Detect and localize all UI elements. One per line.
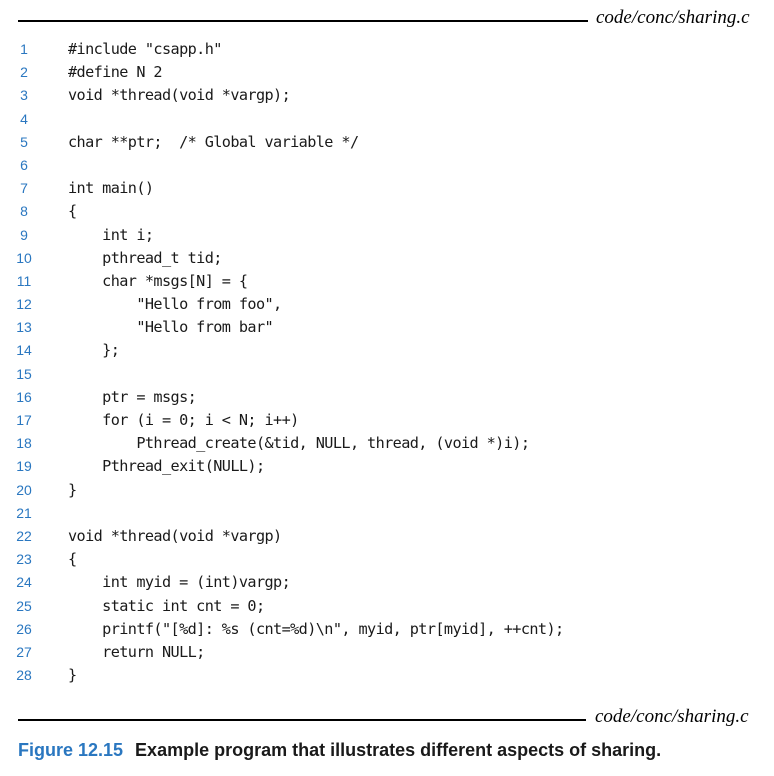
line-number: 19 xyxy=(16,458,32,475)
code-text: char *msgs[N] = { xyxy=(68,271,248,290)
code-line xyxy=(0,409,774,432)
code-text: static int cnt = 0; xyxy=(68,596,265,615)
line-number: 4 xyxy=(20,110,28,127)
code-text: int main() xyxy=(68,179,154,198)
line-number: 8 xyxy=(20,203,28,220)
code-line xyxy=(0,595,774,618)
code-text: char **ptr; /* Global variable */ xyxy=(68,132,359,151)
code-line xyxy=(0,38,774,61)
code-line xyxy=(0,154,774,177)
code-line xyxy=(0,293,774,316)
line-number: 2 xyxy=(20,64,28,81)
code-line xyxy=(0,108,774,131)
line-number: 22 xyxy=(16,527,32,544)
code-text: { xyxy=(68,202,77,221)
code-text: Pthread_create(&tid, NULL, thread, (void *)i); xyxy=(68,434,530,453)
code-line xyxy=(0,316,774,339)
code-line xyxy=(0,386,774,409)
code-line xyxy=(0,664,774,687)
code-line xyxy=(0,339,774,362)
code-text: } xyxy=(68,666,77,685)
code-text: "Hello from foo", xyxy=(68,295,282,314)
file-label-top: code/conc/sharing.c xyxy=(596,7,750,28)
line-number: 17 xyxy=(16,412,32,428)
line-number: 27 xyxy=(16,643,32,660)
top-rule xyxy=(18,20,588,22)
line-number: 21 xyxy=(16,504,32,521)
code-text: void *thread(void *vargp) xyxy=(68,526,282,545)
code-line xyxy=(0,432,774,455)
code-line xyxy=(0,502,774,525)
code-line xyxy=(0,525,774,548)
code-line xyxy=(0,548,774,571)
line-number: 7 xyxy=(20,180,28,197)
code-text: int myid = (int)vargp; xyxy=(68,573,291,592)
line-number: 23 xyxy=(16,551,32,568)
code-line xyxy=(0,270,774,293)
line-number: 3 xyxy=(20,87,28,104)
line-number: 15 xyxy=(16,365,32,382)
code-line xyxy=(0,177,774,200)
code-line xyxy=(0,618,774,641)
line-number: 18 xyxy=(16,435,32,452)
code-text: Pthread_exit(NULL); xyxy=(68,457,265,476)
line-number: 6 xyxy=(20,156,28,173)
code-line xyxy=(0,641,774,664)
code-line xyxy=(0,84,774,107)
line-number: 24 xyxy=(16,574,32,591)
code-text: void *thread(void *vargp); xyxy=(68,86,291,105)
code-text: { xyxy=(68,550,77,569)
line-number: 9 xyxy=(20,226,28,243)
code-text: return NULL; xyxy=(68,642,205,661)
code-listing xyxy=(0,38,774,687)
line-number: 16 xyxy=(16,388,32,405)
line-number: 13 xyxy=(16,319,32,336)
code-text: ptr = msgs; xyxy=(68,387,197,406)
line-number: 10 xyxy=(16,249,32,266)
line-number: 5 xyxy=(20,133,28,150)
code-text: }; xyxy=(68,341,120,360)
figure-number: Figure 12.15 xyxy=(18,740,124,760)
line-number: 20 xyxy=(16,481,32,498)
code-text: #include "csapp.h" xyxy=(68,40,222,58)
code-text: #define N 2 xyxy=(68,63,162,82)
code-line xyxy=(0,61,774,84)
figure-caption-text: Example program that illustrates different aspects of sharing. xyxy=(135,740,662,760)
line-number: 28 xyxy=(16,667,32,684)
code-text: for (i = 0; i < N; i++) xyxy=(68,411,299,429)
code-text: "Hello from bar" xyxy=(68,318,274,337)
code-line xyxy=(0,131,774,154)
line-number: 14 xyxy=(16,342,32,359)
file-label-bottom: code/conc/sharing.c xyxy=(595,706,749,727)
line-number: 11 xyxy=(16,272,32,289)
line-number: 26 xyxy=(16,620,32,637)
code-line xyxy=(0,479,774,502)
code-line xyxy=(0,224,774,247)
code-line xyxy=(0,200,774,223)
code-text: int i; xyxy=(68,225,154,244)
line-number: 25 xyxy=(16,597,32,614)
code-line xyxy=(0,455,774,478)
code-line xyxy=(0,571,774,594)
code-line xyxy=(0,247,774,270)
figure-caption xyxy=(18,740,661,761)
code-text: } xyxy=(68,480,77,499)
code-text: pthread_t tid; xyxy=(68,248,222,267)
line-number: 1 xyxy=(20,41,28,57)
line-number: 12 xyxy=(16,296,32,313)
code-line xyxy=(0,363,774,386)
code-text: printf("[%d]: %s (cnt=%d)\n", myid, ptr[myid], ++cnt); xyxy=(68,619,564,638)
bottom-rule xyxy=(18,719,586,721)
